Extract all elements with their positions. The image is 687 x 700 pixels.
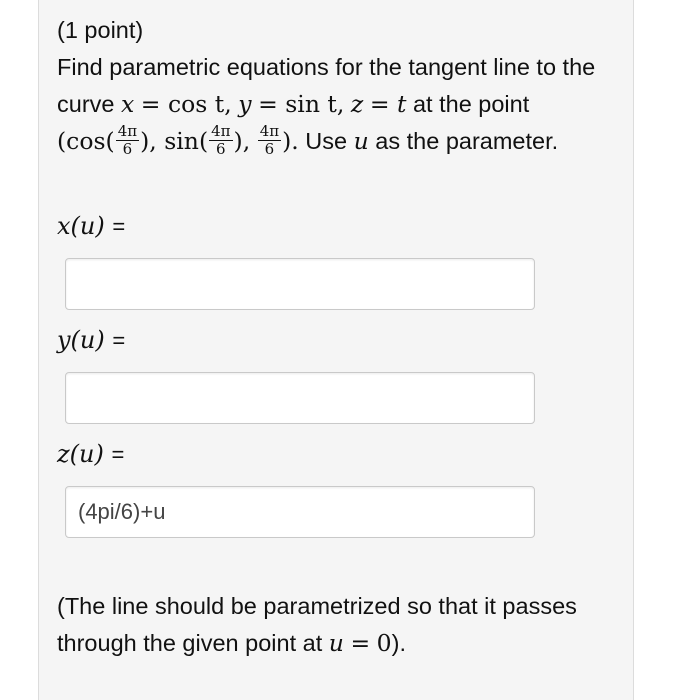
z-answer-input[interactable] (65, 486, 535, 538)
statement-text-2: at the point (412, 91, 530, 117)
footer-zero: 0 (376, 629, 392, 657)
fraction-4pi-6: $\frac{4\pi}{6}$ (259, 122, 280, 159)
point-mid-1: ), sin( (140, 127, 209, 155)
curve-z-expr: t (396, 90, 407, 118)
fraction-4pi-6: $\frac{4\pi}{6}$ (117, 122, 138, 159)
fraction-4pi-6: $\frac{4\pi}{6}$ (211, 122, 231, 159)
footer-var: u (328, 629, 344, 657)
statement-text-4: as the parameter. (375, 128, 559, 154)
curve-x-var: x (121, 90, 135, 118)
x-answer-input[interactable] (65, 258, 535, 310)
problem-statement: Find parametric equations for the tangent line to the curve x = cos t, y = sin t, z = t at the point (57, 54, 596, 118)
footer-text-2: ). (391, 630, 406, 656)
point-open: (cos( (57, 127, 115, 155)
curve-x-expr: cos t, (167, 90, 232, 118)
curve-y-expr: sin t, (285, 90, 345, 118)
y-answer-label: y(u) = (57, 326, 126, 354)
footer-text-1: (The line should be parametrized so that it passes through the given point at (57, 593, 577, 656)
statement-text-3: Use (305, 128, 348, 154)
points-label: (1 point) (57, 17, 144, 43)
statement-text-1: Find parametric equations for the tangent line to the curve (57, 54, 596, 117)
y-answer-input[interactable] (65, 372, 535, 424)
problem-content (57, 12, 617, 662)
curve-y-var: y (238, 90, 252, 118)
footer-note (57, 588, 617, 662)
footer-eq: = (350, 629, 371, 657)
point-line (57, 123, 617, 160)
curve-z-var: z (350, 90, 364, 118)
point-mid-2: ), (233, 127, 251, 155)
problem-card (38, 0, 634, 700)
param-var: u (353, 127, 369, 155)
z-answer-label: z(u) = (57, 440, 125, 468)
point-close: ). (282, 127, 299, 155)
x-answer-label: x(u) = (57, 212, 126, 240)
